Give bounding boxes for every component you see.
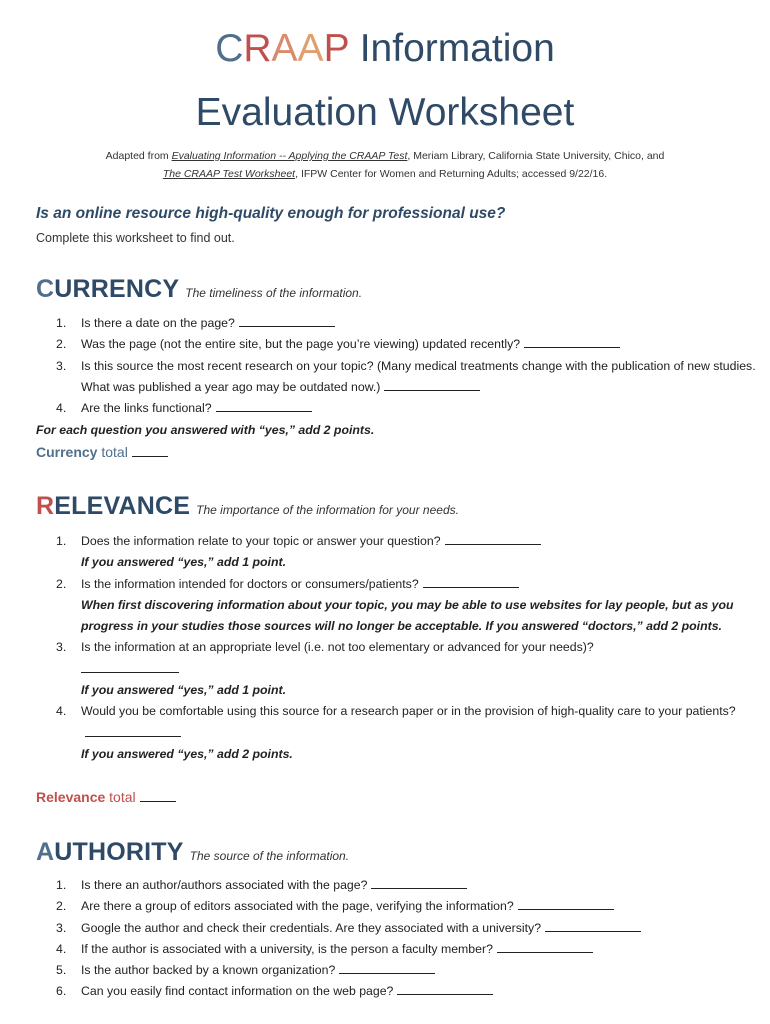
item-text: Is the author backed by a known organization? [81, 963, 336, 978]
item-number: 5. [56, 963, 67, 978]
item-number: 3. [56, 358, 67, 373]
item-number: 2. [56, 337, 67, 352]
currency-list [56, 313, 756, 419]
list-item [56, 574, 756, 638]
title-letter-p: P [323, 27, 349, 70]
answer-blank[interactable] [81, 660, 179, 673]
item-text: Is there a date on the page? [81, 316, 235, 330]
answer-blank[interactable] [497, 940, 593, 953]
list-item [56, 875, 756, 896]
list-item [56, 960, 756, 981]
title-letter-c: C [215, 27, 244, 70]
answer-blank[interactable] [397, 982, 493, 995]
item-number: 4. [56, 941, 67, 956]
scoring-note: If you answered “yes,” add 1 point. [81, 683, 286, 698]
intro-question: Is an online resource high-quality enough for professional use? [36, 205, 506, 222]
answer-blank[interactable] [339, 961, 435, 974]
item-text: Was the page (not the entire site, but the page you’re viewing) updated recently? [81, 337, 521, 352]
item-number: 1. [56, 878, 67, 892]
title-letter-a2: A [297, 27, 324, 70]
list-item [56, 918, 756, 939]
item-number: 3. [56, 640, 67, 655]
attribution [0, 148, 770, 183]
item-text: Are there a group of editors associated with the page, verifying the information? [81, 899, 514, 914]
item-text: Google the author and check their credentials. Are they associated with a university? [81, 920, 542, 935]
title-letter-a1: A [271, 27, 298, 70]
item-text: Does the information relate to your topic or answer your question? [81, 534, 441, 548]
answer-blank[interactable] [85, 724, 181, 737]
authority-first-letter: A [36, 838, 55, 866]
list-item [56, 398, 756, 419]
item-number: 2. [56, 899, 67, 914]
list-item [56, 981, 756, 1002]
relevance-heading-rest: ELEVANCE [54, 492, 191, 520]
item-text: Is the information intended for doctors or consumers/patients? [81, 576, 419, 591]
relevance-first-letter: R [36, 492, 55, 520]
scoring-note: When first discovering information about your topic, you may be able to use websites for lay people, but as you progress in your studies those sources will no longer be acceptable. If you answered “doctors,” add 2 points. [81, 597, 734, 634]
currency-total-label: total [97, 444, 128, 460]
list-item [56, 939, 756, 960]
answer-blank[interactable] [384, 378, 480, 391]
authority-list [56, 875, 756, 1003]
list-item [56, 637, 756, 701]
authority-heading [36, 838, 349, 867]
item-text: Are the links functional? [81, 401, 212, 416]
relevance-total-blank[interactable] [140, 789, 176, 802]
item-number: 3. [56, 920, 67, 935]
currency-description: The timeliness of the information. [185, 286, 363, 300]
currency-heading-rest: URRENCY [54, 275, 180, 303]
answer-blank[interactable] [371, 876, 467, 889]
list-item [56, 701, 756, 765]
item-number: 2. [56, 576, 67, 591]
authority-description: The source of the information. [189, 849, 350, 863]
list-item [56, 531, 756, 574]
intro-instruction: Complete this worksheet to find out. [36, 231, 235, 245]
item-number: 4. [56, 704, 67, 719]
item-number: 1. [56, 316, 67, 330]
source-link-1[interactable]: Evaluating Information -- Applying the CRAAP Test [171, 150, 408, 162]
answer-blank[interactable] [518, 897, 614, 910]
list-item [56, 334, 756, 355]
currency-first-letter: C [36, 275, 55, 303]
page-title-line-1 [0, 18, 770, 80]
currency-total-word: Currency [36, 444, 98, 460]
relevance-list [56, 531, 756, 765]
answer-blank[interactable] [216, 399, 312, 412]
list-item [56, 313, 756, 334]
item-text: Is there an author/authors associated with the page? [81, 878, 368, 892]
relevance-total-word: Relevance [36, 789, 106, 805]
answer-blank[interactable] [445, 532, 541, 545]
authority-heading-rest: UTHORITY [54, 838, 184, 866]
answer-blank[interactable] [524, 335, 620, 348]
source-link-2[interactable]: The CRAAP Test Worksheet [162, 167, 296, 180]
item-text: Can you easily find contact information on the web page? [81, 984, 394, 999]
answer-blank[interactable] [423, 575, 519, 588]
attribution-mid: , Meriam Library, California State University, Chico, and [407, 150, 665, 162]
title-letter-r: R [243, 27, 272, 70]
item-number: 1. [56, 534, 67, 548]
relevance-total-label: total [105, 789, 136, 805]
relevance-heading [36, 492, 459, 521]
item-number: 4. [56, 401, 67, 416]
answer-blank[interactable] [239, 314, 335, 327]
attribution-suffix: , IFPW Center for Women and Returning Adults; accessed 9/22/16. [295, 167, 608, 180]
currency-heading [36, 275, 362, 304]
page-title-line-2: Evaluation Worksheet [195, 91, 575, 134]
item-text: Is the information at an appropriate level (i.e. not too elementary or advanced for your needs)? [81, 640, 594, 655]
relevance-total [36, 789, 176, 805]
relevance-description: The importance of the information for your needs. [196, 503, 459, 517]
answer-blank[interactable] [545, 919, 641, 932]
item-number: 6. [56, 984, 67, 999]
attribution-prefix: Adapted from [105, 150, 172, 162]
title-information: Information [348, 27, 555, 70]
scoring-note: If you answered “yes,” add 1 point. [81, 555, 286, 570]
currency-total-blank[interactable] [132, 444, 168, 457]
scoring-note: If you answered “yes,” add 2 points. [81, 746, 293, 761]
item-text: Is this source the most recent research on your topic? (Many medical treatments change with the publication of new studies. What was published a year ago may be outdated now.) [81, 358, 756, 394]
currency-points-note: For each question you answered with “yes,” add 2 points. [36, 423, 375, 437]
list-item [56, 896, 756, 917]
item-text: If the author is associated with a university, is the person a faculty member? [81, 941, 493, 956]
list-item [56, 356, 756, 399]
item-text: Would you be comfortable using this source for a research paper or in the provision of high-quality care to your patients? [81, 704, 736, 719]
currency-total [36, 444, 168, 460]
